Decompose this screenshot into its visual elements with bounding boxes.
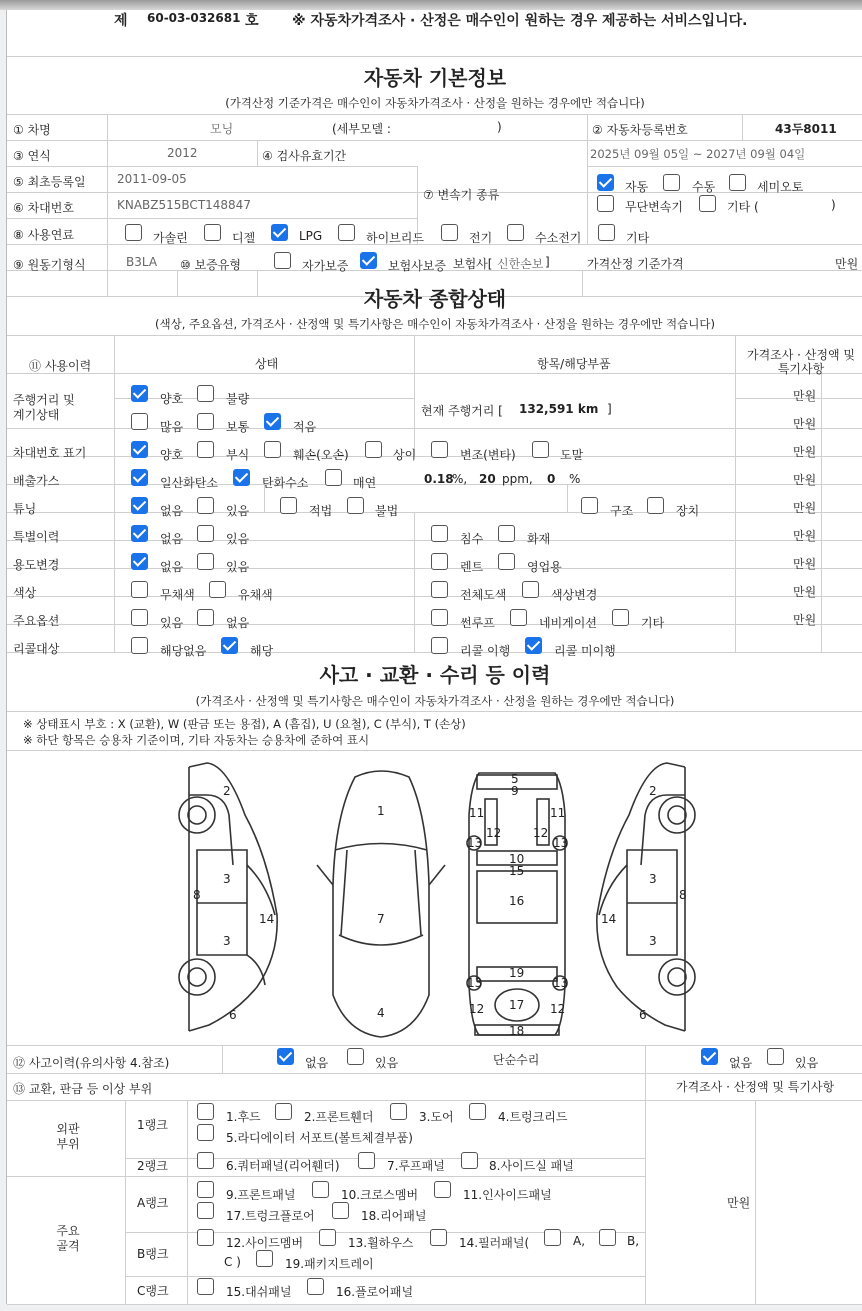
diag-num-13-bottom-right: 13 (553, 976, 569, 990)
option-sunroof-checkbox[interactable] (431, 609, 448, 626)
diag-num-11-right: 11 (550, 806, 566, 820)
diag-num-5: 5 (511, 772, 519, 786)
vin-label: ⑥ 차대번호 (13, 201, 74, 215)
purpose-rent-label: 렌트 (460, 560, 484, 574)
window-top-bar (0, 0, 862, 10)
trans-manual-checkbox[interactable] (663, 174, 680, 191)
rankA-rear-panel-label: 18.리어패널 (361, 1209, 427, 1223)
basic-title: 자동차 기본정보 (363, 66, 507, 90)
diag-num-17: 17 (509, 998, 525, 1012)
trans-other-close: ) (831, 198, 836, 212)
emission-co-label: 일산화탄소 (160, 476, 218, 490)
tuning-device-label: 장치 (676, 504, 700, 518)
accident-none-checkbox[interactable] (277, 1048, 294, 1065)
fuel-other-checkbox[interactable] (598, 224, 615, 241)
color-full-paint-checkbox[interactable] (431, 581, 448, 598)
vin-state-altered-label: 변조(변타) (460, 448, 516, 462)
mileage-many-checkbox[interactable] (131, 413, 148, 430)
tuning-illegal-checkbox[interactable] (347, 497, 364, 514)
car-name-label: ① 차명 (13, 123, 51, 137)
status-title: 자동차 종합상태 (363, 287, 507, 311)
color-change-checkbox[interactable] (522, 581, 539, 598)
rankA-inside-panel-checkbox[interactable] (434, 1181, 451, 1198)
rankB-wheelhouse-checkbox[interactable] (319, 1229, 336, 1246)
detail-model-label: (세부모델 : (332, 122, 391, 136)
purpose-none-checkbox[interactable] (131, 553, 148, 570)
rank1-fender-label: 2.프론트휀더 (304, 1110, 374, 1124)
vin-state-smeared-checkbox[interactable] (532, 441, 549, 458)
color-achromatic-label: 무채색 (160, 588, 195, 602)
basic-subtitle: (가격산정 기준가격은 매수인이 자동차가격조사 · 산정을 원하는 경우에만 적습니다) (225, 96, 645, 110)
vin-value: KNABZ515BCT148847 (117, 198, 251, 212)
col-history: ⑪ 사용이력 (29, 359, 92, 373)
rank1-trunk-checkbox[interactable] (469, 1103, 486, 1120)
vin-state-corrosion-label: 부식 (226, 448, 250, 462)
fuel-diesel-checkbox[interactable] (204, 224, 221, 241)
tuning-none-checkbox[interactable] (131, 497, 148, 514)
header-prefix: 제 (114, 13, 128, 29)
rankB-package-tray-label: 19.패키지트레이 (285, 1257, 374, 1271)
rank1-hood-checkbox[interactable] (197, 1103, 214, 1120)
diag-num-2-right: 2 (649, 784, 657, 798)
simple-repair-none-label: 없음 (729, 1056, 753, 1070)
document-header (7, 10, 862, 56)
vin-state-differ-label: 상이 (393, 448, 417, 462)
rankB-pillar-c-label: C ) (224, 1255, 241, 1269)
warranty-insurer-checkbox[interactable] (360, 252, 377, 269)
emission-smoke-value: 0 (547, 472, 556, 486)
rankA-cross-member-label: 10.크로스멤버 (341, 1188, 419, 1202)
rankB-side-member-label: 12.사이드멤버 (226, 1236, 304, 1250)
rankC-floor-panel-label: 16.플로어패널 (336, 1285, 414, 1299)
option-other-checkbox[interactable] (612, 609, 629, 626)
purpose-rent-checkbox[interactable] (431, 553, 448, 570)
rank2-sidesill-label: 8.사이드실 패널 (489, 1159, 574, 1173)
diag-num-10: 10 (509, 852, 525, 866)
option-no-label: 없음 (226, 616, 250, 630)
col-price: 가격조사 · 산정액 및 특기사항 (747, 348, 855, 376)
special-flood-checkbox[interactable] (431, 525, 448, 542)
vin-state-label: 차대번호 표기 (13, 446, 87, 460)
diag-num-13-bottom-left: 13 (467, 976, 483, 990)
vin-state-price-unit: 만원 (793, 445, 817, 459)
rank1-fender-checkbox[interactable] (275, 1103, 292, 1120)
diag-num-12-top-left: 12 (486, 826, 502, 840)
mileage-low-label: 적음 (293, 420, 317, 434)
accident-history-label: ⑫ 사고이력(유의사항 4.참조) (13, 1056, 170, 1070)
rankA-cross-member-checkbox[interactable] (312, 1181, 329, 1198)
purpose-price-unit: 만원 (793, 557, 817, 571)
accident-subtitle: (가격조사 · 산정액 및 특기사항은 매수인이 자동차가격조사 · 산정을 원하는 경우에만 적습니다) (195, 694, 675, 708)
diag-num-18: 18 (509, 1024, 525, 1038)
mileage-text-suffix: ] (607, 402, 612, 416)
recall-applicable-label: 해당 (250, 644, 274, 658)
exchange-price-unit: 만원 (727, 1196, 751, 1210)
insurer-close: ] (545, 255, 550, 269)
exchange-label: ⑬ 교환, 판금 등 이상 부위 (13, 1082, 153, 1096)
base-price-label: 가격산정 기준가격 (587, 257, 684, 271)
mileage-price-unit-1: 만원 (793, 389, 817, 403)
rank1-radiator-checkbox[interactable] (197, 1124, 214, 1141)
tuning-structure-label: 구조 (610, 504, 634, 518)
rank2-label: 2랭크 (137, 1159, 168, 1173)
reg-no-label: ② 자동차등록번호 (592, 123, 688, 137)
mileage-low-checkbox[interactable] (264, 413, 281, 430)
emission-hc-checkbox[interactable] (233, 469, 250, 486)
accident-title: 사고 · 교환 · 수리 등 이력 (319, 663, 551, 687)
tuning-label: 튜닝 (13, 502, 37, 516)
rankA-trunk-floor-label: 17.트렁크플로어 (226, 1209, 315, 1223)
col-item: 항목/해당부품 (537, 357, 611, 371)
vin-state-good-checkbox[interactable] (131, 441, 148, 458)
diag-num-14-left: 14 (259, 912, 275, 926)
special-fire-label: 화재 (527, 532, 551, 546)
rankB-label: B랭크 (137, 1247, 169, 1261)
engine-value: B3LA (126, 255, 158, 269)
recall-done-checkbox[interactable] (431, 637, 448, 654)
special-yes-checkbox[interactable] (197, 525, 214, 542)
rankC-dash-panel-checkbox[interactable] (197, 1278, 214, 1295)
diag-num-3-left-top: 3 (223, 872, 231, 886)
option-label: 주요옵션 (13, 614, 60, 628)
diag-num-4: 4 (377, 1006, 385, 1020)
recall-not-done-label: 리콜 미이행 (554, 644, 616, 658)
tuning-yes-label: 있음 (226, 504, 250, 518)
fuel-gasoline-label: 가솔린 (153, 231, 188, 245)
tuning-yes-checkbox[interactable] (197, 497, 214, 514)
emission-co-unit: %, (452, 472, 468, 486)
diag-num-12-bottom-right: 12 (550, 1002, 566, 1016)
accident-note-1: ※ 상태표시 부호 : X (교환), W (판금 또는 용접), A (흠집), U (요철), C (부식), T (손상) (23, 717, 466, 731)
reg-no-value: 43두8011 (775, 122, 837, 136)
fuel-electric-checkbox[interactable] (441, 224, 458, 241)
first-reg-value: 2011-09-05 (117, 172, 187, 186)
special-label: 특별이력 (13, 530, 60, 544)
diag-num-1: 1 (377, 804, 385, 818)
fuel-diesel-label: 디젤 (232, 231, 256, 245)
special-none-checkbox[interactable] (131, 525, 148, 542)
emission-hc-label: 탄화수소 (262, 476, 309, 490)
rankA-front-panel-checkbox[interactable] (197, 1181, 214, 1198)
color-label: 색상 (13, 586, 37, 600)
warranty-self-label: 자가보증 (302, 259, 349, 273)
car-name-value: 모닝 (210, 122, 234, 136)
header-suffix: 호 (245, 13, 259, 29)
rankB-pillar-a-checkbox[interactable] (544, 1229, 561, 1246)
rankB-side-member-checkbox[interactable] (197, 1229, 214, 1246)
inspection-value: 2025년 09월 05일 ~ 2027년 09월 04일 (590, 147, 806, 161)
color-achromatic-checkbox[interactable] (131, 581, 148, 598)
option-yes-checkbox[interactable] (131, 609, 148, 626)
color-full-paint-label: 전체도색 (460, 588, 507, 602)
mileage-good-label: 양호 (160, 392, 184, 406)
rank2-sidesill-checkbox[interactable] (461, 1152, 478, 1169)
trans-cvt-checkbox[interactable] (597, 195, 614, 212)
tuning-none-label: 없음 (160, 504, 184, 518)
year-value: 2012 (167, 146, 198, 160)
tuning-price-unit: 만원 (793, 501, 817, 515)
emission-co-value: 0.18 (424, 472, 454, 486)
accident-yes-label: 있음 (375, 1056, 399, 1070)
frame-label: 주요 골격 (56, 1224, 80, 1253)
option-yes-label: 있음 (160, 616, 184, 630)
diag-num-8-left: 8 (193, 888, 201, 902)
vin-state-altered-checkbox[interactable] (431, 441, 448, 458)
emission-hc-unit: ppm, (502, 472, 533, 486)
recall-none-label: 해당없음 (160, 644, 207, 658)
warranty-self-checkbox[interactable] (274, 252, 291, 269)
emission-price-unit: 만원 (793, 473, 817, 487)
accident-none-label: 없음 (305, 1056, 329, 1070)
option-no-checkbox[interactable] (197, 609, 214, 626)
rankB-pillar-checkbox[interactable] (430, 1229, 447, 1246)
tuning-device-checkbox[interactable] (647, 497, 664, 514)
rankA-front-panel-label: 9.프론트패널 (226, 1188, 296, 1202)
rankB-pillar-label: 14.필러패널( (459, 1236, 530, 1250)
diag-num-6-left: 6 (229, 1008, 237, 1022)
diag-num-7: 7 (377, 912, 385, 926)
diag-num-3-right-bottom: 3 (649, 934, 657, 948)
rank1-hood-label: 1.후드 (226, 1110, 261, 1124)
diag-num-12-top-right: 12 (533, 826, 549, 840)
fuel-gasoline-checkbox[interactable] (125, 224, 142, 241)
price-note-label: 가격조사 · 산정액 및 특기사항 (676, 1080, 835, 1094)
recall-done-label: 리콜 이행 (460, 644, 511, 658)
diag-num-9: 9 (511, 784, 519, 798)
simple-repair-yes-label: 있음 (795, 1056, 819, 1070)
vin-state-corrosion-checkbox[interactable] (197, 441, 214, 458)
recall-applicable-checkbox[interactable] (221, 637, 238, 654)
rank1-label: 1랭크 (137, 1118, 168, 1132)
purpose-business-label: 영업용 (527, 560, 562, 574)
option-navigation-label: 네비게이션 (539, 616, 597, 630)
first-reg-label: ⑤ 최초등록일 (13, 175, 86, 189)
header-number: 60-03-032681 (147, 11, 241, 25)
rank2-quarter-label: 6.쿼터패널(리어휀더) (226, 1159, 340, 1173)
diag-num-3-right-top: 3 (649, 872, 657, 886)
color-chromatic-label: 유채색 (238, 588, 273, 602)
color-price-unit: 만원 (793, 585, 817, 599)
diag-num-13-top-right: 13 (553, 836, 569, 850)
vehicle-damage-diagram (167, 755, 707, 1045)
special-yes-label: 있음 (226, 532, 250, 546)
warranty-insurer-label: 보험사보증 (388, 259, 446, 273)
color-chromatic-checkbox[interactable] (209, 581, 226, 598)
diag-num-19: 19 (509, 966, 525, 980)
detail-model-close: ) (497, 120, 502, 134)
mileage-normal-checkbox[interactable] (197, 413, 214, 430)
simple-repair-none-checkbox[interactable] (701, 1048, 718, 1065)
option-other-label: 기타 (641, 616, 665, 630)
rankB-pillar-b-checkbox[interactable] (599, 1229, 616, 1246)
emission-label: 배출가스 (13, 474, 60, 488)
rank1-door-label: 3.도어 (419, 1110, 454, 1124)
fuel-lpg-label: LPG (299, 229, 323, 243)
trans-semiauto-checkbox[interactable] (729, 174, 746, 191)
tuning-legal-label: 적법 (309, 504, 333, 518)
recall-not-done-checkbox[interactable] (525, 637, 542, 654)
diag-num-15: 15 (509, 864, 525, 878)
trans-auto-checkbox[interactable] (597, 174, 614, 191)
status-subtitle: (색상, 주요옵션, 가격조사 · 산정액 및 특기사항은 매수인이 자동차가격조사 · 산정을 원하는 경우에만 적습니다) (155, 317, 715, 331)
warranty-label: ⑩ 보증유형 (180, 258, 241, 272)
insurer-label: 보험사[ (453, 257, 493, 271)
fuel-lpg-checkbox[interactable] (271, 224, 288, 241)
diag-num-16: 16 (509, 894, 525, 908)
year-label: ③ 연식 (13, 149, 51, 163)
diag-num-8-right: 8 (679, 888, 687, 902)
special-none-label: 없음 (160, 532, 184, 546)
trans-auto-label: 자동 (625, 180, 649, 194)
diag-num-12-bottom-left: 12 (469, 1002, 485, 1016)
diag-num-11-left: 11 (469, 806, 485, 820)
special-flood-label: 침수 (460, 532, 484, 546)
diag-num-3-left-bottom: 3 (223, 934, 231, 948)
document-page (6, 10, 862, 1304)
mileage-text-prefix: 현재 주행거리 [ (421, 404, 503, 418)
purpose-yes-checkbox[interactable] (197, 553, 214, 570)
fuel-hydrogen-label: 수소전기 (535, 231, 582, 245)
inspection-label: ④ 검사유효기간 (262, 149, 347, 163)
tuning-structure-checkbox[interactable] (581, 497, 598, 514)
purpose-business-checkbox[interactable] (498, 553, 515, 570)
col-state: 상태 (255, 357, 279, 371)
purpose-label: 용도변경 (13, 558, 60, 572)
option-price-unit: 만원 (793, 613, 817, 627)
vin-state-smeared-label: 도말 (560, 448, 584, 462)
mileage-bad-label: 불량 (226, 392, 250, 406)
rank2-quarter-checkbox[interactable] (197, 1152, 214, 1169)
trans-cvt-label: 무단변속기 (625, 200, 683, 214)
rank2-roof-label: 7.루프패널 (387, 1159, 445, 1173)
accident-note-2: ※ 하단 항목은 승용차 기준이며, 기타 자동차는 승용차에 준하여 표시 (23, 733, 370, 747)
fuel-other-label: 기타 (626, 231, 650, 245)
option-sunroof-label: 썬루프 (460, 616, 495, 630)
trans-other-checkbox[interactable] (699, 195, 716, 212)
option-navigation-checkbox[interactable] (510, 609, 527, 626)
outer-label: 외판 부위 (56, 1122, 80, 1151)
simple-repair-label: 단순수리 (493, 1053, 540, 1067)
tuning-legal-checkbox[interactable] (280, 497, 297, 514)
trans-semiauto-label: 세미오토 (757, 180, 804, 194)
trans-label: ⑦ 변속기 종류 (423, 188, 500, 202)
fuel-hybrid-label: 하이브리드 (366, 231, 424, 245)
rank2-roof-checkbox[interactable] (358, 1152, 375, 1169)
purpose-none-label: 없음 (160, 560, 184, 574)
rankC-dash-panel-label: 15.대쉬패널 (226, 1285, 292, 1299)
mileage-bad-checkbox[interactable] (197, 385, 214, 402)
rankB-wheelhouse-label: 13.휠하우스 (348, 1236, 414, 1250)
recall-label: 리콜대상 (13, 642, 60, 656)
rankA-inside-panel-label: 11.인사이드패널 (463, 1188, 552, 1202)
rank1-door-checkbox[interactable] (390, 1103, 407, 1120)
rank1-radiator-label: 5.라디에이터 서포트(볼트체결부품) (226, 1131, 413, 1145)
fuel-hydrogen-checkbox[interactable] (507, 224, 524, 241)
accident-yes-checkbox[interactable] (347, 1048, 364, 1065)
base-price-unit: 만원 (835, 257, 859, 271)
mileage-price-unit-2: 만원 (793, 417, 817, 431)
trans-manual-label: 수동 (692, 180, 716, 194)
simple-repair-yes-checkbox[interactable] (767, 1048, 784, 1065)
emission-co-checkbox[interactable] (131, 469, 148, 486)
tuning-illegal-label: 불법 (375, 504, 399, 518)
rankA-rear-panel-checkbox[interactable] (332, 1202, 349, 1219)
emission-smoke-checkbox[interactable] (325, 469, 342, 486)
color-change-label: 색상변경 (551, 588, 598, 602)
vin-state-damage-checkbox[interactable] (264, 441, 281, 458)
purpose-yes-label: 있음 (226, 560, 250, 574)
fuel-label: ⑧ 사용연료 (13, 228, 74, 242)
rankA-label: A랭크 (137, 1196, 169, 1210)
rankA-trunk-floor-checkbox[interactable] (197, 1202, 214, 1219)
header-notice: ※ 자동차가격조사 · 산정은 매수인이 원하는 경우 제공하는 서비스입니다. (292, 13, 748, 29)
vin-state-good-label: 양호 (160, 448, 184, 462)
special-fire-checkbox[interactable] (498, 525, 515, 542)
diag-num-14-right: 14 (601, 912, 617, 926)
rank1-trunk-label: 4.트렁크리드 (498, 1110, 568, 1124)
emission-smoke-label: 매연 (353, 476, 377, 490)
diag-num-6-right: 6 (639, 1008, 647, 1022)
rankB-pillar-a-label: A, (573, 1234, 586, 1248)
emission-hc-value: 20 (479, 472, 496, 486)
mileage-normal-label: 보통 (226, 420, 250, 434)
fuel-electric-label: 전기 (469, 231, 493, 245)
mileage-value: 132,591 km (519, 402, 599, 416)
engine-label: ⑨ 원동기형식 (13, 258, 86, 272)
diag-num-13-top-left: 13 (467, 836, 483, 850)
insurer-value: 신한손보 (497, 257, 544, 271)
vin-state-damage-label: 훼손(오손) (293, 448, 349, 462)
mileage-many-label: 많음 (160, 420, 184, 434)
emission-smoke-unit: % (569, 472, 581, 486)
diag-num-2-left: 2 (223, 784, 231, 798)
special-price-unit: 만원 (793, 529, 817, 543)
vin-state-differ-checkbox[interactable] (365, 441, 382, 458)
mileage-label: 주행거리 및 계기상태 (13, 393, 75, 422)
rankB-package-tray-checkbox[interactable] (256, 1250, 273, 1267)
rankB-pillar-b-label: B, (627, 1234, 640, 1248)
fuel-hybrid-checkbox[interactable] (338, 224, 355, 241)
trans-other-label: 기타 ( (727, 200, 759, 214)
rankC-floor-panel-checkbox[interactable] (307, 1278, 324, 1295)
recall-none-checkbox[interactable] (131, 637, 148, 654)
rankC-label: C랭크 (137, 1284, 169, 1298)
mileage-good-checkbox[interactable] (131, 385, 148, 402)
